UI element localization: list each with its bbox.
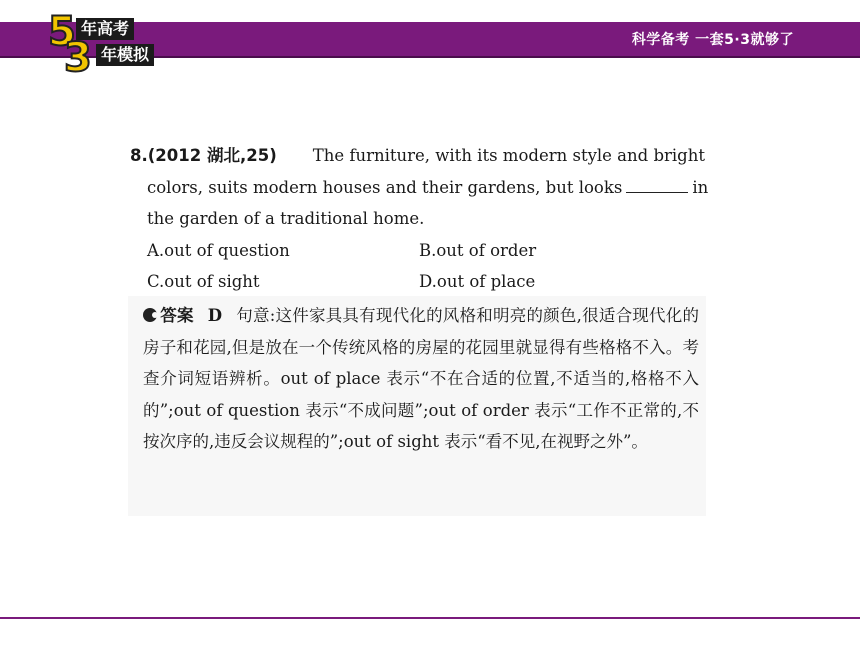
question-text-1: The furniture, with its modern style and bright [312,146,705,165]
logo-text-top: 年高考 [76,18,134,40]
logo [46,9,171,81]
question-line-1 [130,140,705,172]
answer-key: D [207,306,223,325]
question-number: 8. [130,146,148,165]
footer-divider [0,617,860,619]
question-line-2 [130,172,709,204]
logo-digit-three: 3 [64,35,92,81]
option-d: D.out of place [419,272,536,291]
logo-digit-five: 5 [48,9,76,55]
answer-label: 答案 [160,306,194,325]
option-b: B.out of order [419,240,537,260]
question-line-3: the garden of a traditional home. [147,209,425,228]
answer-blank [626,178,688,193]
option-c: C.out of sight [147,272,260,291]
options-list [130,235,705,298]
question-block [130,140,709,298]
question-text-2a: colors, suits modern houses and their gardens, but looks [147,177,623,197]
answer-block [128,296,706,516]
answer-explanation: 句意:这件家具具有现代化的风格和明亮的颜色,很适合现代化的房子和花园,但是放在一个传统风格的房屋的花园里就显得有些格格不入。考查介词短语辨析。out of place 表示“不在合适的位置,不适当的,格格不入的”;out of question 表示“不成问题”;out of order 表示“工作不正常的,不按次序的,违反会议规程的”;out of sight 表示“看不见,在视野之外”。 [143,306,700,451]
answer-icon [143,308,157,322]
logo-text-bottom: 年模拟 [96,44,154,66]
option-a: A.out of question [147,240,290,260]
question-source: (2012 湖北,25) [147,146,277,165]
question-text-2b: in [692,177,709,197]
header-slogan: 科学备考 一套5·3就够了 [631,32,794,48]
